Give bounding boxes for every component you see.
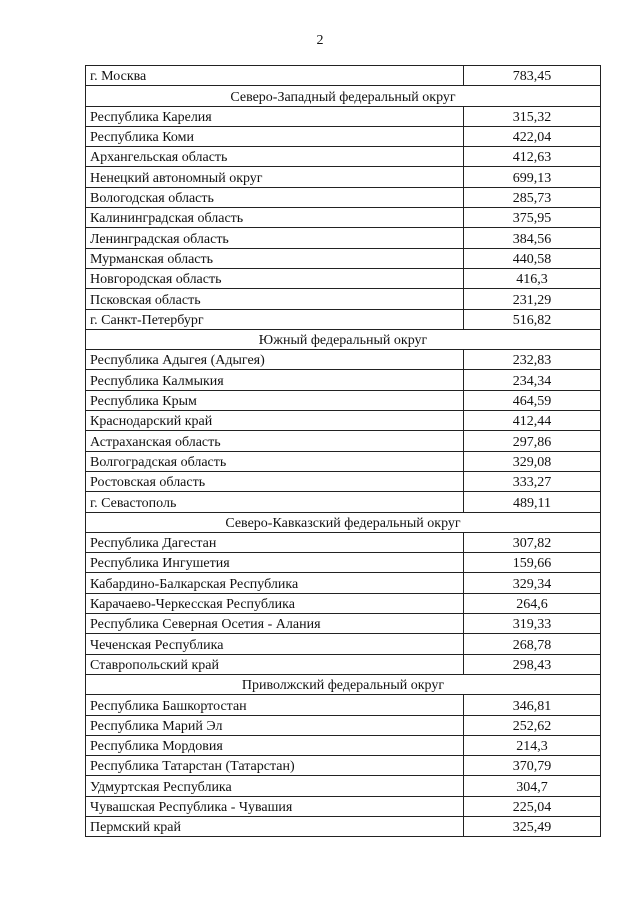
region-value: 516,82 (464, 309, 601, 329)
region-name: Калининградская область (86, 208, 464, 228)
table-row (86, 309, 601, 329)
region-name: Карачаево-Черкесская Республика (86, 593, 464, 613)
region-name: Астраханская область (86, 431, 464, 451)
table-row (86, 187, 601, 207)
district-header-row (86, 674, 601, 694)
region-name: Республика Северная Осетия - Алания (86, 614, 464, 634)
region-value: 297,86 (464, 431, 601, 451)
region-name: Республика Марий Эл (86, 715, 464, 735)
region-name: г. Санкт-Петербург (86, 309, 464, 329)
table-row (86, 695, 601, 715)
region-name: Ленинградская область (86, 228, 464, 248)
region-value: 214,3 (464, 735, 601, 755)
table-row (86, 715, 601, 735)
district-name: Северо-Кавказский федеральный округ (86, 512, 601, 532)
region-name: Республика Адыгея (Адыгея) (86, 350, 464, 370)
region-value: 370,79 (464, 756, 601, 776)
region-name: Кабардино-Балкарская Республика (86, 573, 464, 593)
region-value: 325,49 (464, 816, 601, 836)
region-name: Ростовская область (86, 471, 464, 491)
region-name: Республика Татарстан (Татарстан) (86, 756, 464, 776)
table-row (86, 492, 601, 512)
regions-table (85, 65, 601, 837)
table-row (86, 553, 601, 573)
district-name: Южный федеральный округ (86, 329, 601, 349)
table-row (86, 66, 601, 86)
district-name: Северо-Западный федеральный округ (86, 86, 601, 106)
region-value: 699,13 (464, 167, 601, 187)
region-value: 234,34 (464, 370, 601, 390)
region-name: Ставропольский край (86, 654, 464, 674)
table-row (86, 167, 601, 187)
region-name: Чеченская Республика (86, 634, 464, 654)
region-value: 304,7 (464, 776, 601, 796)
table-row (86, 816, 601, 836)
table-row (86, 350, 601, 370)
region-value: 319,33 (464, 614, 601, 634)
region-value: 422,04 (464, 126, 601, 146)
region-name: Республика Башкортостан (86, 695, 464, 715)
region-value: 346,81 (464, 695, 601, 715)
region-name: Республика Мордовия (86, 735, 464, 755)
region-value: 264,6 (464, 593, 601, 613)
region-name: Новгородская область (86, 268, 464, 288)
region-value: 231,29 (464, 289, 601, 309)
table-row (86, 289, 601, 309)
table-row (86, 228, 601, 248)
region-name: Удмуртская Республика (86, 776, 464, 796)
table-row (86, 411, 601, 431)
table-row (86, 370, 601, 390)
region-name: Краснодарский край (86, 411, 464, 431)
region-value: 333,27 (464, 471, 601, 491)
region-value: 225,04 (464, 796, 601, 816)
region-value: 329,34 (464, 573, 601, 593)
table-row (86, 756, 601, 776)
region-name: г. Москва (86, 66, 464, 86)
region-value: 307,82 (464, 532, 601, 552)
region-value: 412,44 (464, 411, 601, 431)
table-row (86, 451, 601, 471)
region-name: Псковская область (86, 289, 464, 309)
region-name: Ненецкий автономный округ (86, 167, 464, 187)
region-value: 416,3 (464, 268, 601, 288)
regions-table-body (86, 66, 601, 837)
table-row (86, 614, 601, 634)
table-row (86, 593, 601, 613)
region-name: г. Севастополь (86, 492, 464, 512)
region-name: Республика Калмыкия (86, 370, 464, 390)
region-value: 232,83 (464, 350, 601, 370)
district-header-row (86, 86, 601, 106)
region-value: 252,62 (464, 715, 601, 735)
table-row (86, 573, 601, 593)
table-row (86, 208, 601, 228)
region-name: Республика Карелия (86, 106, 464, 126)
region-value: 440,58 (464, 248, 601, 268)
table-row (86, 106, 601, 126)
region-name: Республика Крым (86, 390, 464, 410)
region-value: 489,11 (464, 492, 601, 512)
region-value: 464,59 (464, 390, 601, 410)
table-row (86, 634, 601, 654)
region-name: Архангельская область (86, 147, 464, 167)
table-row (86, 248, 601, 268)
district-name: Приволжский федеральный округ (86, 674, 601, 694)
region-name: Мурманская область (86, 248, 464, 268)
region-value: 384,56 (464, 228, 601, 248)
table-row (86, 654, 601, 674)
table-row (86, 431, 601, 451)
table-row (86, 147, 601, 167)
table-row (86, 796, 601, 816)
table-row (86, 268, 601, 288)
region-value: 329,08 (464, 451, 601, 471)
region-value: 412,63 (464, 147, 601, 167)
table-row (86, 735, 601, 755)
region-name: Пермский край (86, 816, 464, 836)
table-row (86, 471, 601, 491)
region-value: 315,32 (464, 106, 601, 126)
region-name: Чувашская Республика - Чувашия (86, 796, 464, 816)
region-name: Республика Ингушетия (86, 553, 464, 573)
region-value: 268,78 (464, 634, 601, 654)
district-header-row (86, 512, 601, 532)
district-header-row (86, 329, 601, 349)
region-value: 375,95 (464, 208, 601, 228)
region-value: 298,43 (464, 654, 601, 674)
region-name: Республика Дагестан (86, 532, 464, 552)
region-name: Вологодская область (86, 187, 464, 207)
table-row (86, 776, 601, 796)
region-value: 783,45 (464, 66, 601, 86)
region-name: Волгоградская область (86, 451, 464, 471)
region-value: 159,66 (464, 553, 601, 573)
table-row (86, 390, 601, 410)
region-value: 285,73 (464, 187, 601, 207)
table-row (86, 126, 601, 146)
table-row (86, 532, 601, 552)
page-number: 2 (316, 33, 324, 48)
region-name: Республика Коми (86, 126, 464, 146)
